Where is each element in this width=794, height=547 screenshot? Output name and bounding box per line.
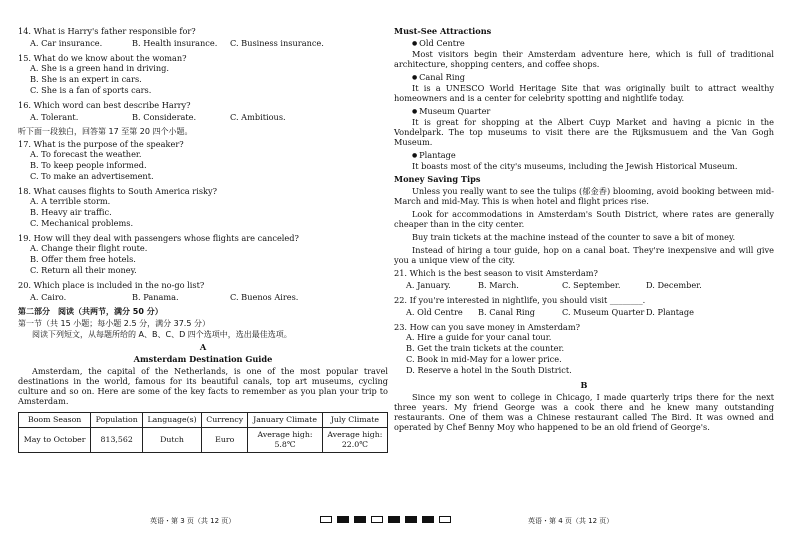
question-text: 16. Which word can best describe Harry? xyxy=(18,100,191,110)
option-c[interactable]: C. Business insurance. xyxy=(230,38,324,48)
option-c[interactable]: C. Mechanical problems. xyxy=(30,217,134,228)
option-b[interactable]: B. Considerate. xyxy=(132,112,197,122)
option-d[interactable]: D. December. xyxy=(646,280,702,290)
passage-letter: A xyxy=(199,342,207,352)
option-c[interactable]: C. September. xyxy=(562,280,621,290)
passage-intro: Amsterdam, the capital of the Netherlands, is one of the most popular travel destinations in the world, famous for its beautiful canals, top art museums, cycling culture and so on. Here are some of the key facts to remember as you plan your trip to Amsterdam. xyxy=(18,366,388,406)
table-header: July Climate xyxy=(322,413,387,428)
option-b[interactable]: B. To keep people informed. xyxy=(30,159,147,170)
mark-filled xyxy=(405,516,417,523)
options xyxy=(406,280,774,290)
option-c[interactable]: C. To make an advertisement. xyxy=(30,170,154,181)
passage-letter: B xyxy=(580,380,588,390)
question-17 xyxy=(18,139,388,181)
option-c[interactable]: C. Return all their money. xyxy=(30,264,137,275)
option-b[interactable]: B. Health insurance. xyxy=(132,38,218,48)
option-b[interactable]: B. Offer them free hotels. xyxy=(30,253,136,264)
tip-item: Unless you really want to see the tulips (郁金香) blooming, avoid booking between mid-March and mid-May. This is when hotel and flight prices rise. xyxy=(394,186,774,206)
option-c[interactable]: C. Buenos Aires. xyxy=(230,291,299,302)
attraction-text: It is great for shopping at the Albert Cuyp Market and having a picnic in the Vondelpark. The top museums to visit there are the Rijksmusuem and the Van Gogh Museum. xyxy=(394,117,774,147)
question-text: 17. What is the purpose of the speaker? xyxy=(18,138,184,149)
option-c[interactable]: C. Book in mid-May for a lower price. xyxy=(406,354,562,364)
attraction-text: It is a UNESCO World Heritage Site that was originally built to attract wealthy homeowners and is a center for celebrity spotting and nightlife today. xyxy=(394,83,774,103)
option-a[interactable]: A. Old Centre xyxy=(406,307,463,317)
option-b[interactable]: B. Panama. xyxy=(132,291,179,302)
table-header: Boom Season xyxy=(19,413,91,428)
question-22 xyxy=(394,295,774,317)
attraction-text: It boasts most of the city's museums, including the Jewish Historical Museum. xyxy=(412,161,738,171)
mark-empty xyxy=(371,516,383,523)
attractions-heading: Must-See Attractions xyxy=(394,26,492,36)
listening-note: 听下面一段独白，回答第 17 至第 20 四个小题。 xyxy=(18,127,193,136)
passage-b-text: Since my son went to college in Chicago, I made quarterly trips there for the next three years. My friend George was a cook there and he knew many outstanding restaurants. One of them was a Chinese restaurant called The Bird. It was owned and operated by Chef Benny Moy who happened to be an old friend of George's. xyxy=(394,392,774,432)
option-c[interactable]: C. Museum Quarter xyxy=(562,307,645,317)
attraction-name: ● Museum Quarter xyxy=(412,106,774,116)
tip-item: Look for accommodations in Amsterdam's South District, where rates are generally cheaper than in the city center. xyxy=(394,209,774,229)
table-cell: 813,562 xyxy=(91,427,143,452)
question-16 xyxy=(18,100,388,122)
table-row xyxy=(19,427,388,452)
tip-item: Buy train tickets at the machine instead of the counter to save a bit of money. xyxy=(412,232,736,242)
option-a[interactable]: A. Hire a guide for your canal tour. xyxy=(406,332,552,342)
options xyxy=(30,38,388,48)
option-d[interactable]: D. Reserve a hotel in the South District. xyxy=(406,365,572,375)
option-b[interactable]: B. Heavy air traffic. xyxy=(30,206,112,217)
reading-instruction: 阅读下列短文，从每题所给的 A、B、C、D 四个选项中，选出最佳选项。 xyxy=(32,330,292,340)
question-text: 21. Which is the best season to visit Amsterdam? xyxy=(394,268,598,278)
page-footer-left: 英语・第 3 页（共 12 页） xyxy=(150,517,236,525)
option-a[interactable]: A. Cairo. xyxy=(30,291,67,302)
option-b[interactable]: B. She is an expert in cars. xyxy=(30,74,142,84)
option-a[interactable]: A. A terrible storm. xyxy=(30,195,111,206)
option-a[interactable]: A. Car insurance. xyxy=(30,38,103,48)
question-19 xyxy=(18,233,388,275)
left-column xyxy=(18,26,388,453)
table-cell: Average high: 22.0℃ xyxy=(322,427,387,452)
mark-filled xyxy=(388,516,400,523)
right-column xyxy=(394,26,774,435)
option-a[interactable]: A. She is a green hand in driving. xyxy=(30,63,169,73)
table-cell: Euro xyxy=(202,427,248,452)
option-a[interactable]: A. Change their flight route. xyxy=(30,242,148,253)
option-c[interactable]: C. Ambitious. xyxy=(230,112,286,122)
tip-item: Instead of hiring a tour guide, hop on a canal boat. They're inexpensive and will give you a unique view of the city. xyxy=(394,245,774,265)
question-23 xyxy=(394,322,774,375)
attraction-text: Most visitors begin their Amsterdam adventure here, which is full of traditional architecture, shopping centers, and coffee shops. xyxy=(394,49,774,69)
section-one-heading: 第一节（共 15 小题；每小题 2.5 分，满分 37.5 分） xyxy=(18,318,210,328)
mark-filled xyxy=(422,516,434,523)
option-b[interactable]: B. Get the train tickets at the counter. xyxy=(406,343,565,353)
question-21 xyxy=(394,268,774,290)
question-text: 18. What causes flights to South America risky? xyxy=(18,185,217,196)
option-a[interactable]: A. To forecast the weather. xyxy=(30,148,142,159)
options xyxy=(406,307,774,317)
question-text: 19. How will they deal with passengers whose flights are canceled? xyxy=(18,232,299,243)
option-c[interactable]: C. She is a fan of sports cars. xyxy=(30,85,152,95)
option-d[interactable]: D. Plantage xyxy=(646,307,695,317)
mark-filled xyxy=(337,516,349,523)
question-text: 22. If you're interested in nightlife, you should visit ________. xyxy=(394,295,646,305)
question-15 xyxy=(18,53,388,95)
option-b[interactable]: B. March. xyxy=(478,280,519,290)
options xyxy=(30,292,388,302)
table-header: January Climate xyxy=(248,413,323,428)
part-two-heading: 第二部分 阅读（共两节，满分 50 分） xyxy=(18,306,163,316)
table-header-row xyxy=(19,413,388,428)
table-cell: May to October xyxy=(19,427,91,452)
question-text: 23. How can you save money in Amsterdam? xyxy=(394,322,580,332)
question-18 xyxy=(18,186,388,228)
option-b[interactable]: B. Canal Ring xyxy=(478,307,536,317)
question-text: 14. What is Harry's father responsible for? xyxy=(18,26,196,36)
passage-title: Amsterdam Destination Guide xyxy=(133,354,273,364)
mark-empty xyxy=(439,516,451,523)
question-text: 15. What do we know about the woman? xyxy=(18,53,187,63)
tips-heading: Money Saving Tips xyxy=(394,174,481,184)
attraction-name: ● Old Centre xyxy=(412,38,774,48)
attraction-name: ● Canal Ring xyxy=(412,72,774,82)
question-14 xyxy=(18,26,388,48)
registration-marks xyxy=(320,516,451,523)
facts-table xyxy=(18,412,388,453)
table-cell: Average high: 5.8℃ xyxy=(248,427,323,452)
mark-filled xyxy=(354,516,366,523)
question-20 xyxy=(18,280,388,302)
table-header: Language(s) xyxy=(143,413,202,428)
option-a[interactable]: A. Tolerant. xyxy=(30,112,79,122)
table-header: Population xyxy=(91,413,143,428)
table-cell: Dutch xyxy=(143,427,202,452)
question-text: 20. Which place is included in the no-go list? xyxy=(18,279,205,290)
table-header: Currency xyxy=(202,413,248,428)
page-footer-right: 英语・第 4 页（共 12 页） xyxy=(528,517,614,525)
options xyxy=(30,112,388,122)
attraction-name: ● Plantage xyxy=(412,150,774,160)
option-a[interactable]: A. January. xyxy=(406,280,451,290)
mark-empty xyxy=(320,516,332,523)
